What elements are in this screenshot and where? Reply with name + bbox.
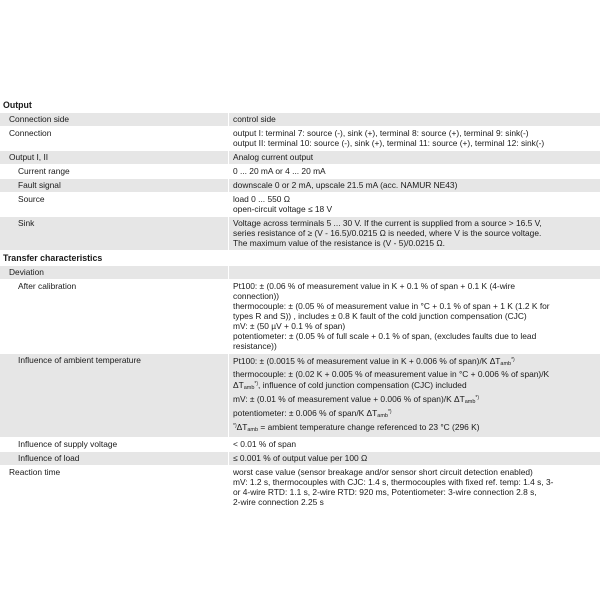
spec-value-line: Voltage across terminals 5 ... 30 V. If the current is supplied from a source > 16.5 V, [233, 218, 542, 228]
spec-value-line: load 0 ... 550 Ω [233, 194, 291, 204]
spec-row-connection [0, 127, 600, 151]
spec-value-line: output II: terminal 10: source (-), sink (+), terminal 11: source (+), terminal 12: sink(-) [233, 138, 545, 148]
spec-label: Current range [18, 166, 70, 176]
spec-value-line: ΔTamb*), influence of cold junction compensation (CJC) included [233, 380, 467, 391]
spec-value: Analog current output [228, 151, 600, 164]
spec-row-load [0, 452, 600, 466]
spec-value-line: 2-wire connection 2.25 s [233, 497, 324, 507]
spec-label: After calibration [18, 281, 77, 291]
spec-value-line: mV: 1.2 s, thermocouples with CJC: 1.4 s, thermocouples with fixed ref. temp: 1.4 s, 3- [233, 477, 554, 487]
spec-row-ambient-temperature [0, 354, 600, 438]
spec-table [0, 98, 600, 510]
spec-value-line: Pt100: ± (0.06 % of measurement value in K + 0.1 % of span + 0.1 K (4-wire [233, 281, 516, 291]
spec-label: Sink [0, 217, 228, 250]
spec-value-line: connection)) [233, 291, 280, 301]
spec-value: 0 ... 20 mA or 4 ... 20 mA [228, 165, 600, 178]
spec-value-line: thermocouple: ± (0.02 K + 0.005 % of measurement value in °C + 0.006 % of span)/K [233, 369, 550, 379]
section-heading-output: Output [0, 98, 600, 113]
spec-value [228, 354, 600, 437]
spec-value-line: series resistance of ≥ (V - 16.5)/0.0215 Ω is needed, where V is the source voltage. [233, 228, 542, 238]
spec-row-output-i-ii [0, 151, 600, 165]
spec-value-line: mV: ± (50 µV + 0.1 % of span) [233, 321, 346, 331]
spec-value-line: or 4-wire RTD: 1.1 s, 2-wire RTD: 920 ms, Potentiometer: 3-wire connection 2.8 s, [233, 487, 537, 497]
spec-label: Fault signal [0, 179, 228, 192]
spec-value-line: The maximum value of the resistance is (V - 5)/0.0215 Ω. [233, 238, 446, 248]
spec-value-line: Pt100: ± (0.0015 % of measurement value in K + 0.006 % of span)/K ΔTamb*) [233, 356, 515, 367]
spec-value: downscale 0 or 2 mA, upscale 21.5 mA (acc. NAMUR NE43) [228, 179, 600, 192]
spec-row-after-calibration [0, 280, 600, 354]
spec-label: Connection [9, 128, 52, 138]
spec-value-line: *)ΔTamb = ambient temperature change referenced to 23 °C (296 K) [233, 422, 480, 433]
spec-value: < 0.01 % of span [228, 438, 600, 451]
spec-row-supply-voltage [0, 438, 600, 452]
spec-value [228, 193, 600, 216]
spec-value-line: potentiometer: ± 0.006 % of span/K ΔTamb*) [233, 408, 392, 419]
spec-label: Connection side [0, 113, 228, 126]
spec-label: Deviation [0, 266, 228, 279]
spec-row-sink [0, 217, 600, 251]
spec-value [228, 280, 600, 353]
section-heading-transfer: Transfer characteristics [0, 251, 600, 266]
spec-value [228, 217, 600, 250]
spec-value-line: potentiometer: ± (0.05 % of full scale + 0.1 % of span, (excludes faults due to lead [233, 331, 537, 341]
spec-value-line: output I: terminal 7: source (-), sink (+), terminal 8: source (+), terminal 9: sink(-) [233, 128, 529, 138]
spec-row-connection-side [0, 113, 600, 127]
spec-value: ≤ 0.001 % of output value per 100 Ω [228, 452, 600, 465]
spec-row-source [0, 193, 600, 217]
spec-label: Influence of ambient temperature [0, 354, 228, 437]
spec-label: Output I, II [0, 151, 228, 164]
spec-label: Influence of supply voltage [18, 439, 118, 449]
spec-row-current-range [0, 165, 600, 179]
spec-value [228, 466, 600, 509]
spec-row-deviation [0, 266, 600, 280]
spec-value: control side [228, 113, 600, 126]
spec-label: Reaction time [9, 467, 61, 477]
spec-value-line: thermocouple: ± (0.05 % of measurement value in °C + 0.1 % of span + 1 K (1.2 K for [233, 301, 550, 311]
spec-value [228, 266, 600, 279]
spec-row-reaction-time [0, 466, 600, 510]
spec-value-line: worst case value (sensor breakage and/or sensor short circuit detection enabled) [233, 467, 533, 477]
spec-value-line: open-circuit voltage ≤ 18 V [233, 204, 333, 214]
spec-value-line: mV: ± (0.01 % of measurement value + 0.006 % of span)/K ΔTamb*) [233, 394, 480, 405]
spec-row-fault-signal [0, 179, 600, 193]
spec-label: Influence of load [0, 452, 228, 465]
spec-value [228, 127, 600, 150]
spec-value-line: resistance)) [233, 341, 277, 351]
spec-label: Source [18, 194, 45, 204]
spec-value-line: types R and S)) , includes ± 0.8 K fault of the cold junction compensation (CJC) [233, 311, 527, 321]
